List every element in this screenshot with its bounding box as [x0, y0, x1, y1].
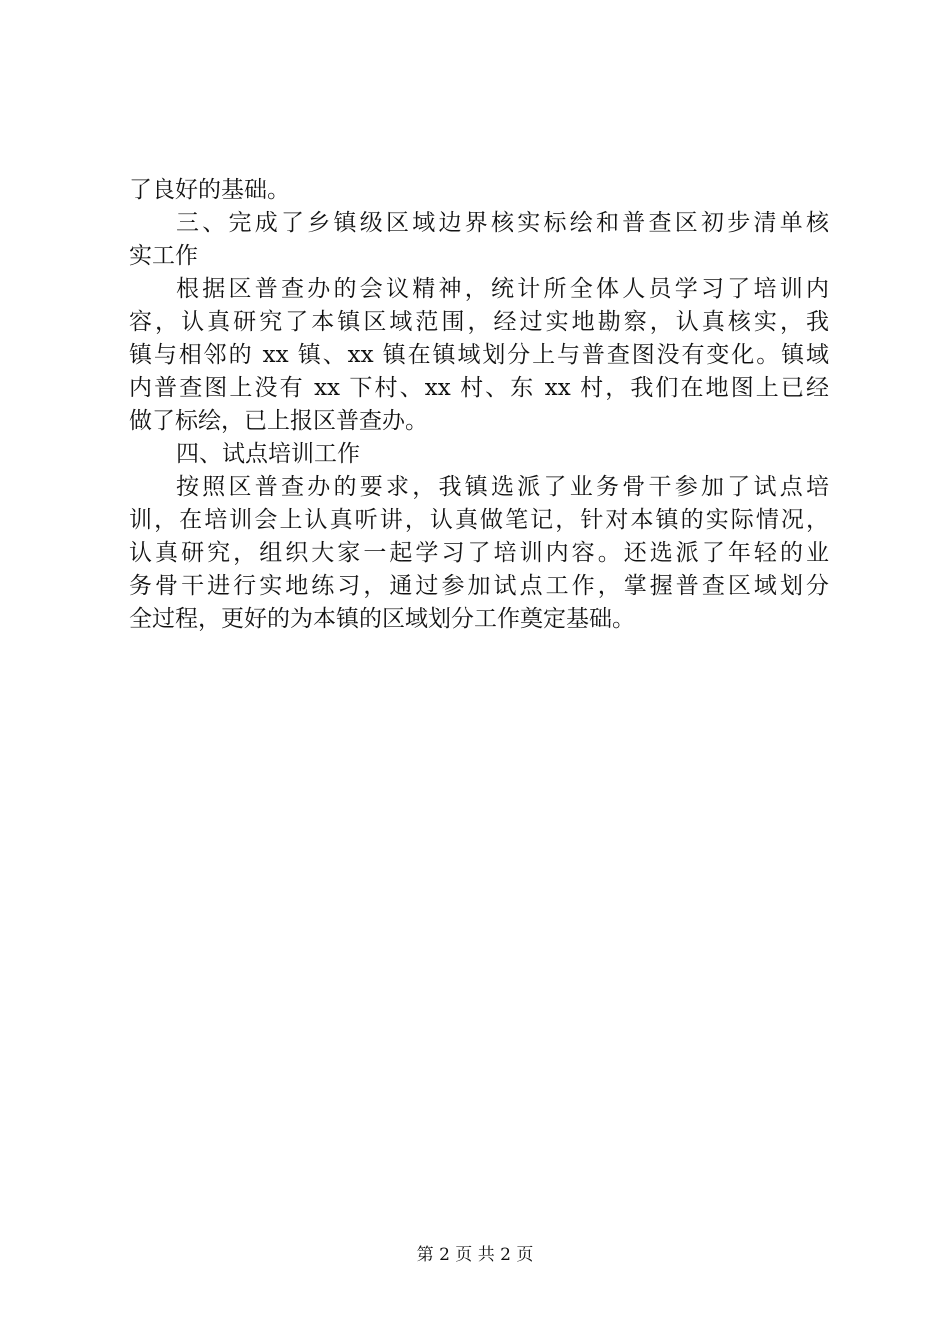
body-line: 按照区普查办的要求，我镇选派了业务骨干参加了试点培: [176, 474, 829, 500]
body-line: 训，在培训会上认真听讲，认真做笔记，针对本镇的实际情况，: [129, 507, 829, 533]
section-heading-3: 三、完成了乡镇级区域边界核实标绘和普查区初步清单核: [176, 210, 829, 236]
section-heading-4: 四、试点培训工作: [176, 441, 360, 467]
body-line: 做了标绘，已上报区普查办。: [129, 408, 428, 434]
body-line: 镇与相邻的 xx 镇、xx 镇在镇域划分上与普查图没有变化。镇域: [129, 342, 829, 368]
body-line: 根据区普查办的会议精神，统计所全体人员学习了培训内: [176, 276, 829, 302]
body-line: 了良好的基础。: [129, 177, 290, 203]
body-line: 容，认真研究了本镇区域范围，经过实地勘察，认真核实，我: [129, 309, 829, 335]
page-footer: 第 2 页 共 2 页: [416, 1245, 534, 1265]
body-line: 内普查图上没有 xx 下村、xx 村、东 xx 村，我们在地图上已经: [129, 375, 829, 401]
body-line: 全过程，更好的为本镇的区域划分工作奠定基础。: [129, 606, 635, 632]
section-heading-3-cont: 实工作: [129, 243, 198, 269]
document-body: [129, 174, 829, 636]
body-line: 认真研究，组织大家一起学习了培训内容。还选派了年轻的业: [129, 540, 829, 566]
body-line: 务骨干进行实地练习，通过参加试点工作，掌握普查区域划分: [129, 573, 829, 599]
